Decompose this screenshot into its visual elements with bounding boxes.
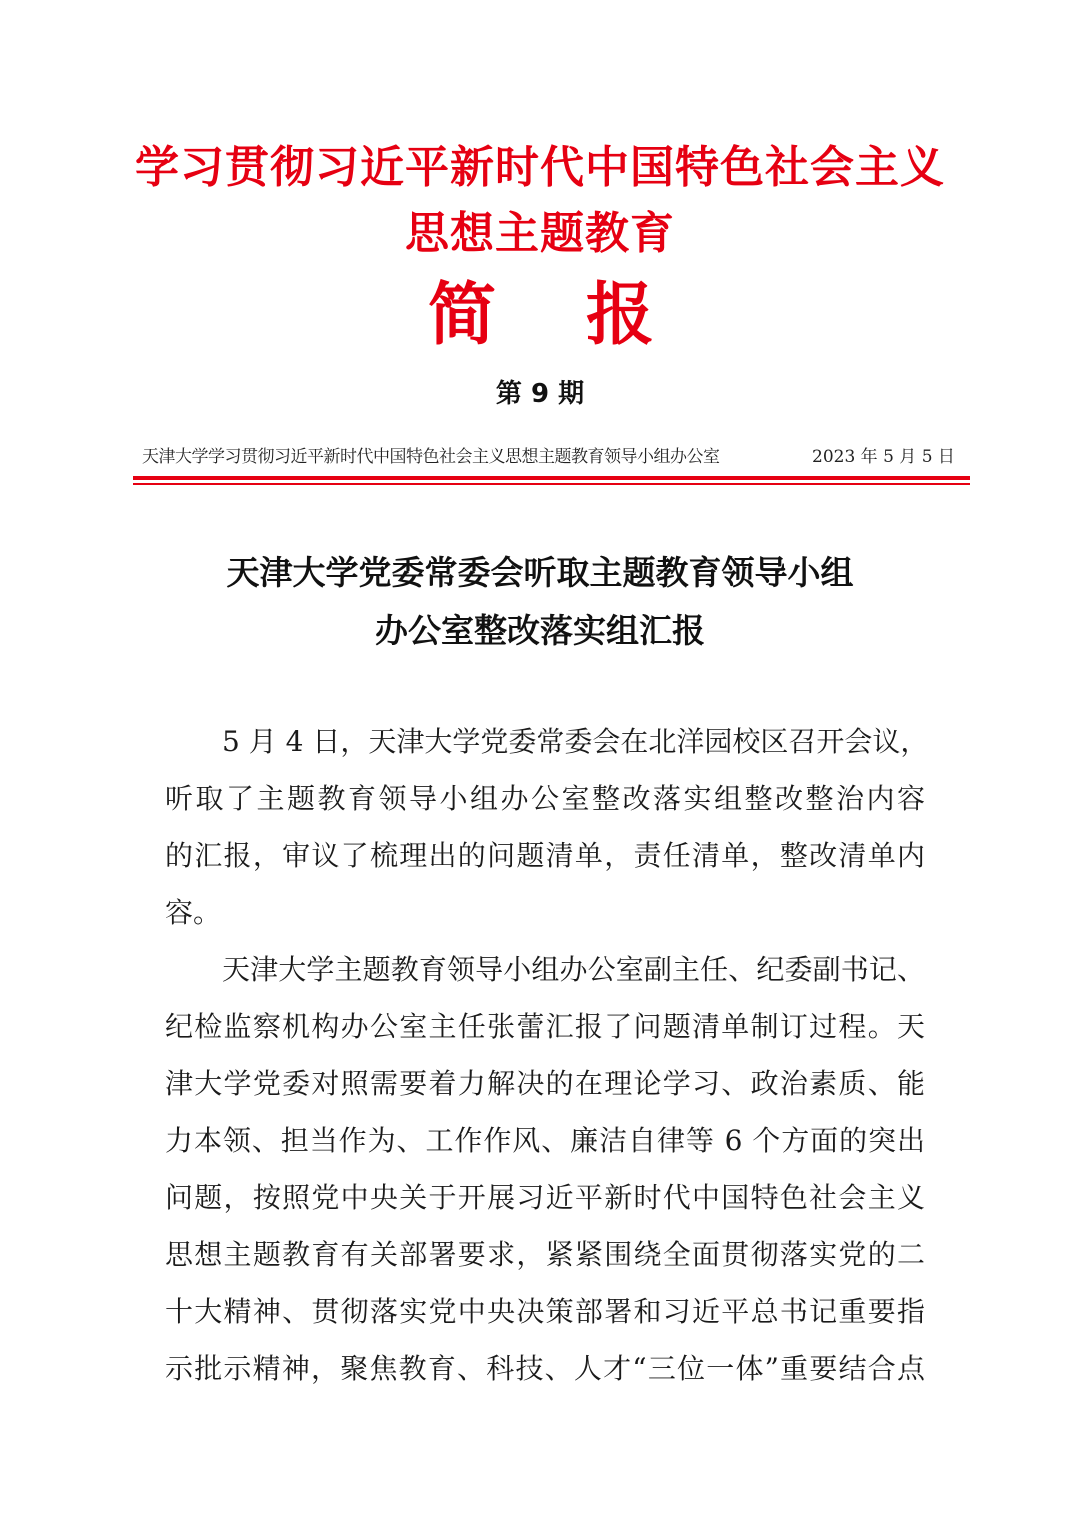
brief-char-bao: 报 — [586, 276, 655, 355]
masthead-title-line2: 思想主题教育 — [405, 208, 675, 259]
issue-date: 2023 年 5 月 5 日 — [812, 447, 955, 467]
red-divider-thin — [133, 483, 970, 485]
masthead-title-line1: 学习贯彻习近平新时代中国特色社会主义 — [135, 142, 945, 193]
paragraph2-line: 津大学党委对照需要着力解决的在理论学习、政治素质、能 — [165, 1067, 925, 1100]
issue-number: 第 9 期 — [495, 379, 585, 409]
brief-title — [0, 276, 1080, 356]
paragraph2-line: 纪检监察机构办公室主任张蕾汇报了问题清单制订过程。天 — [165, 1010, 925, 1043]
paragraph2-line: 十大精神、贯彻落实党中央决策部署和习近平总书记重要指 — [165, 1295, 925, 1328]
paragraph1-line: 容。 — [165, 896, 222, 929]
paragraph1-line: 听取了主题教育领导小组办公室整改落实组整改整治内容 — [165, 782, 925, 815]
paragraph2-line: 天津大学主题教育领导小组办公室副主任、纪委副书记、 — [222, 953, 925, 986]
brief-char-jian: 简 — [428, 276, 497, 355]
paragraph1-line: 5 月 4 日，天津大学党委常委会在北洋园校区召开会议， — [222, 725, 929, 758]
red-divider-thick — [133, 476, 970, 480]
article-title-line1: 天津大学党委常委会听取主题教育领导小组 — [226, 553, 854, 592]
paragraph1-line: 的汇报，审议了梳理出的问题清单，责任清单，整改清单内 — [165, 839, 925, 872]
issuing-organization: 天津大学学习贯彻习近平新时代中国特色社会主义思想主题教育领导小组办公室 — [142, 447, 720, 467]
paragraph2-line: 问题，按照党中央关于开展习近平新时代中国特色社会主义 — [165, 1181, 925, 1214]
paragraph2-line: 力本领、担当作为、工作作风、廉洁自律等 6 个方面的突出 — [165, 1124, 925, 1157]
paragraph2-line: 示批示精神，聚焦教育、科技、人才“三位一体”重要结合点 — [165, 1352, 925, 1385]
article-title-line2: 办公室整改落实组汇报 — [375, 611, 705, 650]
paragraph2-line: 思想主题教育有关部署要求，紧紧围绕全面贯彻落实党的二 — [165, 1238, 925, 1271]
